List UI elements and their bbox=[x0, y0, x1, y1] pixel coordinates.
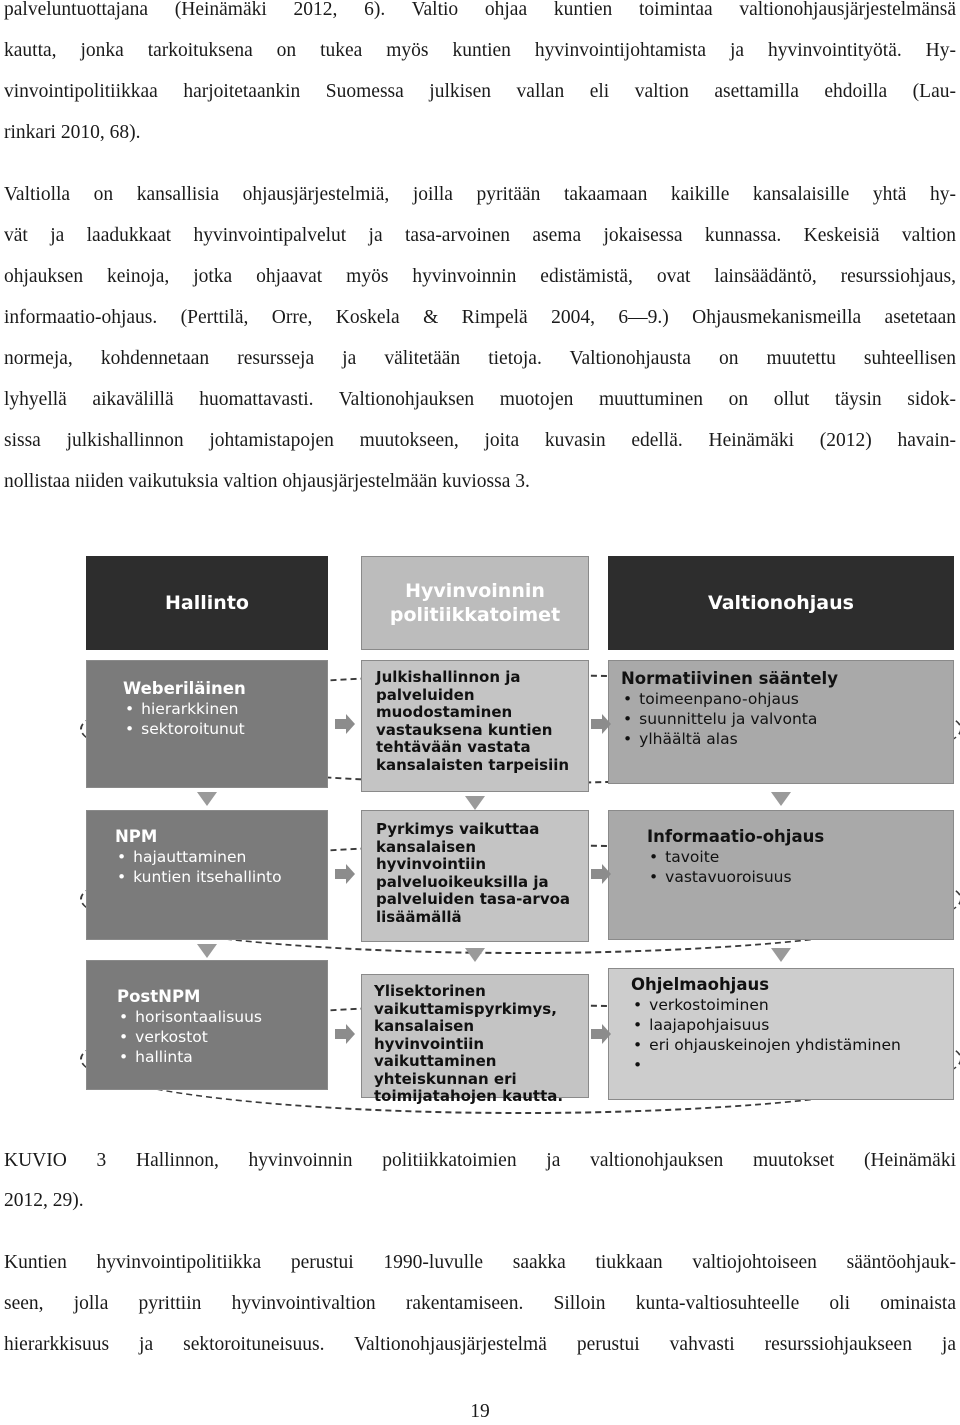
text-line: normeja, kohdennetaan resursseja ja välitetään tietoja. Valtionohjausta on muutettu suhteellisen bbox=[4, 348, 956, 369]
box-julkishallinnon-palvelut: Julkishallinnon ja palveluiden muodostaminen vastauksena kuntien tehtävään vastata kansalaisten tarpeisiin bbox=[361, 660, 589, 792]
header-valtionohjaus: Valtionohjaus bbox=[608, 556, 954, 650]
arrow-right-icon bbox=[333, 862, 357, 886]
text-line: seen, jolla pyrittiin hyvinvointivaltion rakentamiseen. Silloin kunta-valtiosuhteelle oli ominaista bbox=[4, 1293, 956, 1314]
text-line: palveluntuottajana (Heinämäki 2012, 6). Valtio ohjaa kuntien toimintaa valtionohjausjärjestelmänsä bbox=[4, 0, 956, 20]
arrow-down-icon bbox=[465, 796, 485, 810]
text-line: nollistaa niiden vaikutuksia valtion ohjausjärjestelmään kuviossa 3. bbox=[4, 471, 530, 492]
caption-line: 2012, 29). bbox=[4, 1190, 84, 1211]
arrow-right-icon bbox=[333, 1022, 357, 1046]
box-informaatio-ohjaus: Informaatio-ohjaus • tavoite • vastavuoroisuus bbox=[608, 810, 954, 940]
text-line: informaatio-ohjaus. (Perttilä, Orre, Koskela & Rimpelä 2004, 6—9.) Ohjausmekanismeilla asetetaan bbox=[4, 307, 956, 328]
arrow-down-icon bbox=[771, 948, 791, 962]
arrow-down-icon bbox=[197, 792, 217, 806]
arrow-down-icon bbox=[771, 792, 791, 806]
paragraph-1 bbox=[4, 0, 956, 153]
arrow-right-icon bbox=[333, 712, 357, 736]
text-line: lyhyellä aikavälillä huomattavasti. Valtionohjauksen muotojen muuttuminen on ollut täysin sidok- bbox=[4, 389, 956, 410]
box-ohjelmaohjaus: Ohjelmaohjaus • verkostoiminen • laajapohjaisuus • eri ohjauskeinojen yhdistäminen • bbox=[608, 968, 954, 1100]
box-ylisektorinen: Ylisektorinen vaikuttamispyrkimys, kansalaisen hyvinvointiin vaikuttaminen yhteiskunnan eri toimijatahojen kautta. bbox=[361, 974, 589, 1098]
box-postnpm: PostNPM • horisontaalisuus • verkostot • hallinta bbox=[86, 960, 328, 1090]
paragraph-2 bbox=[4, 174, 956, 502]
text-line: ohjauksen keinoja, jotka ohjaavat myös hyvinvoinnin edistämistä, ovat lainsäädäntö, resurssiohjaus, bbox=[4, 266, 956, 287]
paragraph-3 bbox=[4, 1242, 956, 1365]
box-weberilainen: Weberiläinen • hierarkkinen • sektoroitunut bbox=[86, 660, 328, 788]
page-number: 19 bbox=[470, 1401, 490, 1422]
box-normatiivinen-saantely: Normatiivinen sääntely • toimeenpano-ohjaus • suunnittelu ja valvonta • ylhäältä alas bbox=[608, 660, 954, 784]
text-line: rinkari 2010, 68). bbox=[4, 122, 141, 143]
text-line: Valtiolla on kansallisia ohjausjärjestelmiä, joilla pyritään takaamaan kaikille kansalaisille yhtä hy- bbox=[4, 184, 956, 205]
arrow-right-icon bbox=[589, 1022, 613, 1046]
figure-kuvio-3 bbox=[86, 556, 956, 1122]
text-line: Kuntien hyvinvointipolitiikka perustui 1990-luvulle saakka tiukkaan valtiojohtoiseen sääntöohjauk- bbox=[4, 1252, 956, 1273]
text-line: sissa julkishallinnon johtamistapojen muutokseen, joita kuvasin edellä. Heinämäki (2012) havain- bbox=[4, 430, 956, 451]
header-hallinto: Hallinto bbox=[86, 556, 328, 650]
caption-line: KUVIO 3 Hallinnon, hyvinvoinnin politiikkatoimien ja valtionohjauksen muutokset (Heinämäki bbox=[4, 1150, 956, 1171]
arrow-down-icon bbox=[197, 944, 217, 958]
arrow-right-icon bbox=[589, 862, 613, 886]
text-line: hierarkkisuus ja sektoroituneisuus. Valtionohjausjärjestelmä perustui vahvasti resurssiohjaukseen ja bbox=[4, 1334, 956, 1355]
text-line: vinvointipolitiikkaa harjoitetaankin Suomessa julkisen vallan eli valtion asettamilla ehdoilla (Lau- bbox=[4, 81, 956, 102]
box-npm: NPM • hajauttaminen • kuntien itsehallinto bbox=[86, 810, 328, 940]
text-line: kautta, jonka tarkoituksena on tukea myös kuntien hyvinvointijohtamista ja hyvinvointityötä. Hy- bbox=[4, 40, 956, 61]
arrow-down-icon bbox=[465, 948, 485, 962]
arrow-right-icon bbox=[589, 712, 613, 736]
figure-caption bbox=[4, 1141, 956, 1221]
text-line: vät ja laadukkaat hyvinvointipalvelut ja tasa-arvoinen asema jokaisessa kunnassa. Keskeisiä valtion bbox=[4, 225, 956, 246]
header-hyvinvoinnin-politiikkatoimet: Hyvinvoinnin politiikkatoimet bbox=[361, 556, 589, 650]
box-pyrkimys-vaikuttaa: Pyrkimys vaikuttaa kansalaisen hyvinvointiin palveluoikeuksilla ja palveluiden tasa-arvoa lisäämällä bbox=[361, 810, 589, 942]
